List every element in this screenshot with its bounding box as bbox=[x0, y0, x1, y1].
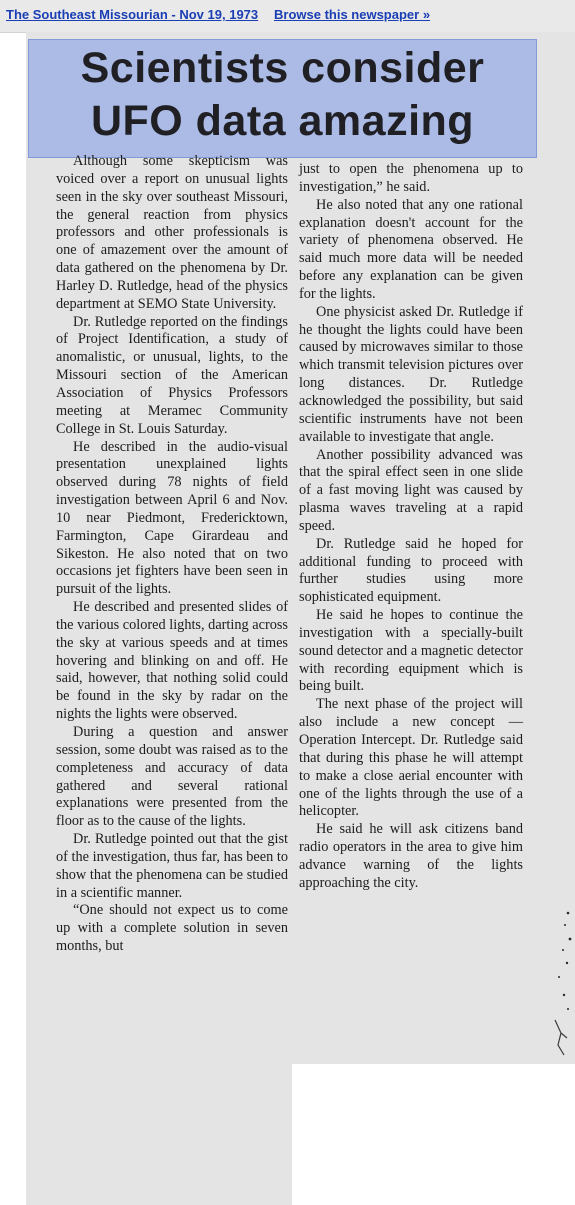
headline-line-1: Scientists consider bbox=[80, 44, 485, 92]
paragraph: Dr. Rutledge pointed out that the gist of the investigation, thus far, has been to show that the phenomena can be studied in a scientific manner. bbox=[56, 831, 288, 901]
paragraph: Although some skepticism was voiced over a report on unusual lights seen in the sky over southeast Missouri, the general reaction from physics professors and other professionals is one of amazement over the amount of data gathered on the phenomena by Dr. Harley D. Rutledge, head of the physics department at SEMO State University. bbox=[56, 153, 288, 312]
paragraph: He described and presented slides of the various colored lights, darting across the sky at various speeds and at times hovering and blinking on and off. He said, however, that nothing solid could be found in the sky by radar on the nights the lights were observed. bbox=[56, 599, 288, 723]
paragraph: He said he will ask citizens band radio operators in the area to give him advance warning of the lights approaching the city. bbox=[299, 821, 523, 891]
newspaper-date-link[interactable]: The Southeast Missourian - Nov 19, 1973 bbox=[6, 7, 259, 22]
paragraph: “One should not expect us to come up with a complete solution in seven months, but bbox=[56, 902, 288, 955]
paragraph: Dr. Rutledge said he hoped for additional funding to proceed with further studies using more sophisticated equipment. bbox=[299, 535, 523, 606]
headline-highlight bbox=[28, 39, 537, 158]
paragraph: He described in the audio-visual presentation unexplained lights observed during 78 nights of field investigation between April 6 and Nov. 10 near Piedmont, Fredericktown, Farmington, Cape Girardeau and Sikeston. He also noted that on two occasions jet fighters have been seen in pursuit of the lights. bbox=[56, 438, 288, 598]
paragraph: Dr. Rutledge reported on the findings of Project Identification, a study of anomalistic, or unusual, lights, to the Missouri section of the American Association of Physics Professors meeting at Meramec Community College in St. Louis Saturday. bbox=[56, 313, 288, 437]
headline bbox=[29, 42, 536, 148]
paragraph: During a question and answer session, some doubt was raised as to the completeness and accuracy of data gathered and several rational explanations were presented from the floor as to the cause of the lights. bbox=[56, 724, 288, 830]
top-bar bbox=[0, 0, 575, 33]
scan-artifact-marks bbox=[537, 905, 573, 1060]
browse-newspaper-link[interactable]: Browse this newspaper » bbox=[274, 7, 431, 22]
headline-line-2: UFO data amazing bbox=[90, 97, 475, 145]
paragraph: Another possibility advanced was that the spiral effect seen in one slide of a fast moving light was caused by plasma waves traveling at a rapid speed. bbox=[299, 446, 523, 534]
paragraph: He also noted that any one rational explanation doesn't account for the variety of phenomena observed. He said much more data will be needed before any explanation can be given for the lights. bbox=[299, 196, 523, 302]
paragraph: One physicist asked Dr. Rutledge if he thought the lights could have been caused by microwaves similar to those which transmit television pictures over long distances. Dr. Rutledge acknowledged the possibility, but said scientific instruments have not been available to investigate that angle. bbox=[299, 303, 523, 445]
paragraph: He said he hopes to continue the investigation with a specially-built sound detector and a magnetic detector with recording equipment which is being built. bbox=[299, 607, 523, 695]
paragraph: just to open the phenomena up to investigation,” he said. bbox=[299, 161, 523, 195]
paragraph: The next phase of the project will also include a new concept — Operation Intercept. Dr. Rutledge said that during this phase he will attempt to make a close aerial encounter with one of the lights through the use of a helicopter. bbox=[299, 696, 523, 820]
article-column-2 bbox=[299, 161, 523, 893]
article-column-1 bbox=[56, 153, 288, 956]
